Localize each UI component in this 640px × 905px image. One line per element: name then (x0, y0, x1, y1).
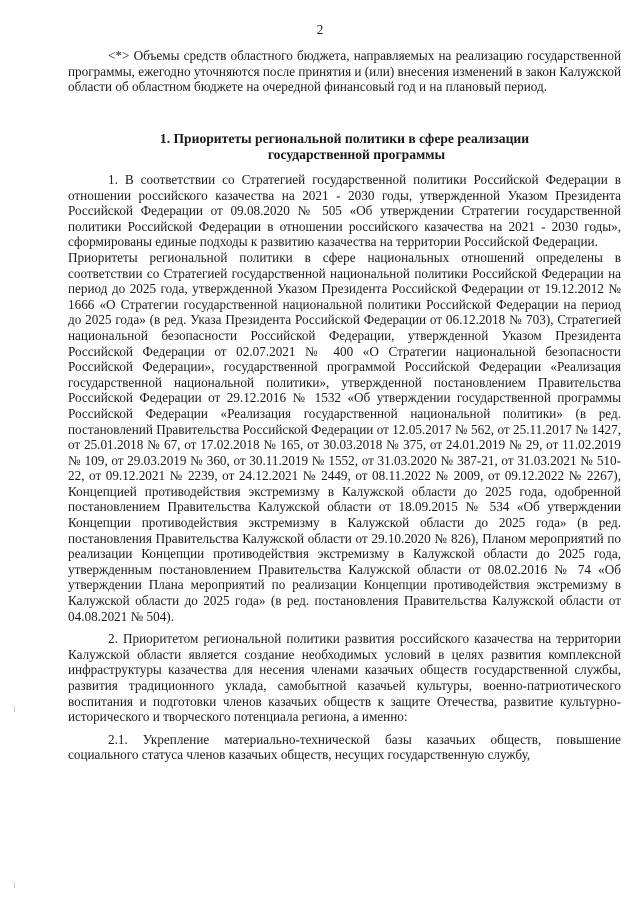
paragraph-1: 1. В соответствии со Стратегией государственной политики Российской Федерации в отношении российского казачества на 2021 - 2030 годы, утвержденной Указом Президента Российской Федерации от 09.08.2020 № 505 «Об утверждении Стратегии государственной политики Российской Федерации в отношении российского казачества на 2021 - 2030 годы», сформированы единые подходы к развитию казачества на территории Российской Федерации. (68, 172, 621, 250)
section-title-line-2: государственной программы (267, 146, 446, 162)
section-title-line-1: 1. Приоритеты региональной политики в сфере реализации (159, 131, 530, 146)
margin-mark (14, 706, 15, 712)
footnote-block (68, 48, 621, 95)
paragraph-3: 2. Приоритетом региональной политики развития российского казачества на территории Калужской области является создание необходимых условий в целях развития комплексной инфраструктуры казачества для несения членами казачьих обществ государственной службы, развития традиционного уклада, самобытной казачьей культуры, военно-патриотического воспитания и подготовки членов казачьих обществ к защите Отечества, развитие культурно-исторического и творческого потенциала региона, а именно: (68, 631, 621, 725)
paragraph-4: 2.1. Укрепление материально-технической базы казачьих обществ, повышение социального статуса членов казачьих обществ, несущих государственную службу, (68, 731, 621, 763)
footnote-text: <*> Объемы средств областного бюджета, направляемых на реализацию государственной программы, ежегодно уточняются после принятия и (или) внесения изменений в закон Калужской области об областном бюджете на очередной финансовый год и на плановый период. (68, 48, 622, 95)
paragraph-2: Приоритеты региональной политики в сфере национальных отношений определены в соответствии со Стратегией государственной национальной политики Российской Федерации на период до 2025 года, утвержденной Указом Президента Российской Федерации от 19.12.2012 № 1666 «О Стратегии государственной национальной политики Российской Федерации на период до 2025 года» (в ред. Указа Президента Российской Федерации от 06.12.2018 № 703), Стратегией национальной безопасности Российской Федерации, утвержденной Указом Президента Российской Федерации от 02.07.2021 № 400 «О Стратегии национальной безопасности Российской Федерации», государственной программой Российской Федерации «Реализация государственной национальной политики», утвержденной постановлением Правительства Российской Федерации от 29.12.2016 № 1532 «Об утверждении государственной программы Российской Федерации «Реализация государственной национальной политики» (в ред. постановлений Правительства Российской Федерации от 12.05.2017 № 562, от 25.11.2017 № 1427, от 25.01.2018 № 67, от 17.02.2018 № 165, от 30.03.2018 № 375, от 24.01.2019 № 29, от 11.02.2019 № 109, от 29.03.2019 № 360, от 30.11.2019 № 1552, от 31.03.2020 № 387-21, от 31.03.2021 № 510-22, от 09.12.2021 № 2239, от 24.12.2021 № 2449, от 08.11.2022 № 2009, от 09.12.2022 № 2267), Концепцией противодействия экстремизму в Калужской области до 2025 года, одобренной постановлением Правительства Калужской области от 18.09.2015 № 534 «Об утверждении Концепции противодействия экстремизму в Калужской области до 2025 года» (в ред. постановления Правительства Калужской области от 29.10.2020 № 826), Планом мероприятий по реализации Концепции противодействия экстремизму в Калужской области до 2025 года, утвержденным постановлением Правительства Калужской области от 08.02.2016 № 74 «Об утверждении Плана мероприятий по реализации Концепции противодействия экстремизму в Калужской области до 2025 года» (в ред. постановления Правительства Калужской области от 04.08.2021 № 504). (68, 249, 621, 624)
section-title (68, 131, 621, 162)
margin-mark (14, 882, 15, 888)
page-number: 2 (316, 22, 324, 37)
body-text (68, 172, 621, 763)
